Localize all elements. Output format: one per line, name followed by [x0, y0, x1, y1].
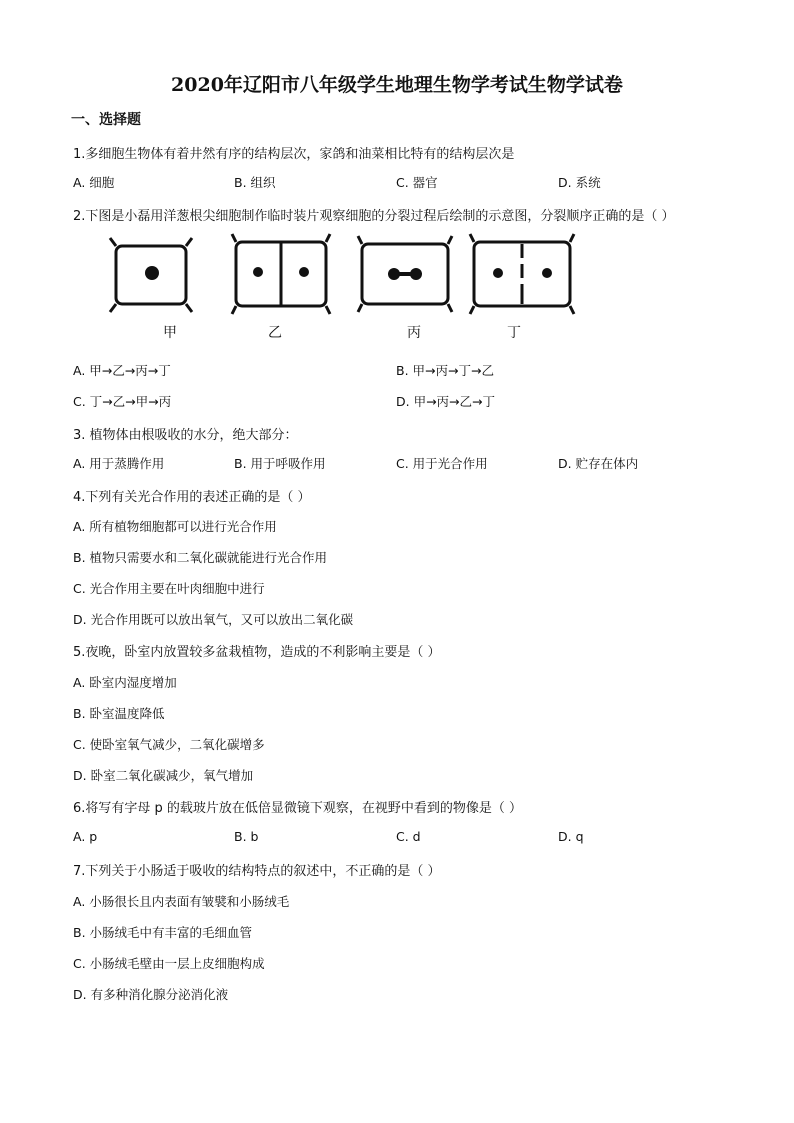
q3-option-c: C. 用于光合作用	[396, 456, 488, 471]
q2-option-b: B. 甲→丙→丁→乙	[396, 363, 494, 378]
nucleus-jia	[145, 266, 159, 280]
q4-option-d: D. 光合作用既可以放出氧气，又可以放出二氧化碳	[73, 612, 354, 627]
question-7-stem: 7.下列关于小肠适于吸收的结构特点的叙述中，不正确的是（ ）	[73, 864, 441, 879]
q1-option-d: D. 系统	[558, 175, 601, 190]
q5-option-a: A. 卧室内湿度增加	[73, 675, 177, 690]
question-1-stem: 1.多细胞生物体有着井然有序的结构层次，家鸽和油菜相比特有的结构层次是	[73, 147, 515, 162]
q1-option-c: C. 器官	[396, 175, 438, 190]
q2-option-a: A. 甲→乙→丙→丁	[73, 363, 171, 378]
question-2-stem: 2.下图是小磊用洋葱根尖细胞制作临时装片观察细胞的分裂过程后绘制的示意图，分裂顺序正确的是（ ）	[73, 209, 675, 224]
q2-option-c: C. 丁→乙→甲→丙	[73, 394, 172, 409]
q6-option-b: B. b	[234, 829, 259, 844]
q3-option-b: B. 用于呼吸作用	[234, 456, 326, 471]
q6-option-a: A. p	[73, 829, 98, 844]
nucleus-ding-right	[542, 268, 552, 278]
question-4-stem: 4.下列有关光合作用的表述正确的是（ ）	[73, 490, 311, 505]
q4-option-b: B. 植物只需要水和二氧化碳就能进行光合作用	[73, 550, 328, 565]
q3-option-d: D. 贮存在体内	[558, 456, 639, 471]
nucleus-ding-left	[493, 268, 503, 278]
nucleus-yi-left	[253, 267, 263, 277]
q7-option-a: A. 小肠很长且内表面有皱襞和小肠绒毛	[73, 894, 290, 909]
q2-option-d: D. 甲→丙→乙→丁	[396, 394, 495, 409]
q5-option-d: D. 卧室二氧化碳减少，氧气增加	[73, 768, 254, 783]
cell-yi	[232, 234, 330, 314]
figure-label-jia: 甲	[163, 325, 177, 341]
figure-label-yi: 乙	[268, 325, 282, 341]
q3-option-a: A. 用于蒸腾作用	[73, 456, 165, 471]
question-3-stem: 3. 植物体由根吸收的水分，绝大部分：	[73, 428, 298, 443]
q5-option-b: B. 卧室温度降低	[73, 706, 165, 721]
cell-ding	[470, 234, 574, 314]
q7-option-d: D. 有多种消化腺分泌消化液	[73, 987, 229, 1002]
q1-option-a: A. 细胞	[73, 175, 115, 190]
q7-option-c: C. 小肠绒毛壁由一层上皮细胞构成	[73, 956, 265, 971]
q6-option-d: D. q	[558, 829, 584, 844]
figure-label-ding: 丁	[507, 325, 521, 341]
question-5-stem: 5.夜晚，卧室内放置较多盆栽植物，造成的不利影响主要是（ ）	[73, 645, 441, 660]
q5-option-c: C. 使卧室氧气减少，二氧化碳增多	[73, 737, 265, 752]
section-heading: 一、选择题	[71, 112, 141, 128]
q7-option-b: B. 小肠绒毛中有丰富的毛细血管	[73, 925, 253, 940]
nucleus-yi-right	[299, 267, 309, 277]
q4-option-c: C. 光合作用主要在叶肉细胞中进行	[73, 581, 265, 596]
figure-label-bing: 丙	[407, 325, 421, 341]
question-6-stem: 6.将写有字母 p 的载玻片放在低倍显微镜下观察，在视野中看到的物像是（ ）	[73, 801, 523, 816]
page-title: 2020年辽阳市八年级学生地理生物学考试生物学试卷	[171, 74, 623, 96]
q6-option-c: C. d	[396, 829, 421, 844]
q1-option-b: B. 组织	[234, 175, 276, 190]
nucleus-bing-bridge	[394, 272, 416, 276]
q4-option-a: A. 所有植物细胞都可以进行光合作用	[73, 519, 277, 534]
